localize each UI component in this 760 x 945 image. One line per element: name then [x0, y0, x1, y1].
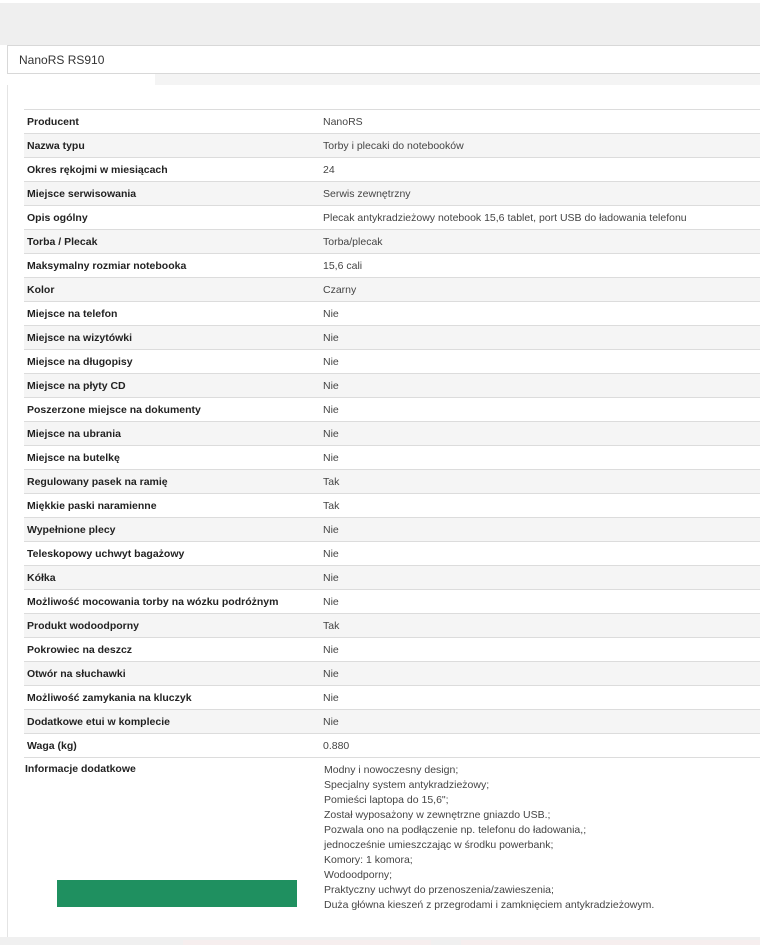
spec-value: Nie: [320, 398, 760, 422]
bottom-strip-segment: [183, 940, 431, 945]
table-row: [24, 134, 760, 158]
spec-value: NanoRS: [320, 110, 760, 134]
spec-value: Serwis zewnętrzny: [320, 182, 760, 206]
product-title: NanoRS RS910: [19, 52, 105, 67]
spec-label: Nazwa typu: [24, 134, 320, 158]
additional-info-line: Pozwala ono na podłączenie np. telefonu do ładowania,;: [324, 824, 587, 836]
additional-info-line: Pomieści laptopa do 15,6";: [324, 794, 449, 806]
spec-value: 0.880: [320, 734, 760, 758]
table-row: [24, 158, 760, 182]
spec-value: Nie: [320, 446, 760, 470]
table-row: [24, 278, 760, 302]
product-title-bar: [7, 45, 760, 74]
spec-label: Opis ogólny: [24, 206, 320, 230]
table-row: [24, 230, 760, 254]
table-row: [24, 542, 760, 566]
spec-value: Tak: [320, 470, 760, 494]
spec-label: Okres rękojmi w miesiącach: [24, 158, 320, 182]
additional-info-line: Specjalny system antykradzieżowy;: [324, 779, 490, 791]
spec-value: Nie: [320, 638, 760, 662]
spec-label: Otwór na słuchawki: [24, 662, 320, 686]
additional-info-line: Został wyposażony w zewnętrzne gniazdo USB.;: [324, 809, 551, 821]
spec-value: Czarny: [320, 278, 760, 302]
top-toolbar-strip: [0, 0, 760, 45]
table-row: [24, 566, 760, 590]
spec-value: Nie: [320, 302, 760, 326]
spec-table: [24, 109, 760, 934]
table-row: [24, 302, 760, 326]
spec-label: Możliwość mocowania torby na wózku podróżnym: [24, 590, 320, 614]
spec-label: Poszerzone miejsce na dokumenty: [24, 398, 320, 422]
spec-value: Nie: [320, 566, 760, 590]
spec-label: Dodatkowe etui w komplecie: [24, 710, 320, 734]
additional-info-label: Informacje dodatkowe: [24, 758, 320, 935]
spec-value: Nie: [320, 326, 760, 350]
spec-value: Nie: [320, 422, 760, 446]
table-row: [24, 710, 760, 734]
spec-label: Miejsce na płyty CD: [24, 374, 320, 398]
spec-label: Możliwość zamykania na kluczyk: [24, 686, 320, 710]
additional-info-value: [320, 758, 760, 935]
additional-info-line: Modny i nowoczesny design;: [324, 764, 459, 776]
spec-label: Regulowany pasek na ramię: [24, 470, 320, 494]
table-row: [24, 590, 760, 614]
spec-label: Teleskopowy uchwyt bagażowy: [24, 542, 320, 566]
table-row: [24, 254, 760, 278]
spec-value: Nie: [320, 374, 760, 398]
spec-label: Torba / Plecak: [24, 230, 320, 254]
spec-label: Miejsce na długopisy: [24, 350, 320, 374]
bottom-strip-segment: [461, 940, 760, 945]
spec-label: Waga (kg): [24, 734, 320, 758]
spec-panel: [7, 85, 760, 937]
table-row: [24, 446, 760, 470]
spec-value: Torba/plecak: [320, 230, 760, 254]
spec-value: Plecak antykradzieżowy notebook 15,6 tablet, port USB do ładowania telefonu: [320, 206, 760, 230]
table-row: [24, 182, 760, 206]
spec-label: Pokrowiec na deszcz: [24, 638, 320, 662]
spec-label: Miejsce serwisowania: [24, 182, 320, 206]
spec-value: 24: [320, 158, 760, 182]
bottom-strip: [0, 937, 760, 945]
spec-value: Nie: [320, 662, 760, 686]
spec-value: Nie: [320, 710, 760, 734]
spec-label: Miejsce na wizytówki: [24, 326, 320, 350]
additional-info-line: Komory: 1 komora;: [324, 854, 413, 866]
additional-info-row: [24, 758, 760, 935]
table-row: [24, 614, 760, 638]
table-row: [24, 206, 760, 230]
green-action-button[interactable]: [57, 880, 297, 907]
spec-label: Miejsce na butelkę: [24, 446, 320, 470]
additional-info-line: jednocześnie umieszczając w środku powerbank;: [324, 839, 554, 851]
tab-separator: [7, 74, 760, 85]
spec-table-body: [24, 110, 760, 935]
table-row: [24, 398, 760, 422]
spec-value: Nie: [320, 518, 760, 542]
table-row: [24, 470, 760, 494]
spec-value: Torby i plecaki do notebooków: [320, 134, 760, 158]
active-tab-indicator: [7, 74, 155, 85]
spec-value: Tak: [320, 494, 760, 518]
table-row: [24, 734, 760, 758]
additional-info-line: Wodoodporny;: [324, 869, 393, 881]
spec-value: 15,6 cali: [320, 254, 760, 278]
spec-label: Wypełnione plecy: [24, 518, 320, 542]
spec-label: Miejsce na ubrania: [24, 422, 320, 446]
spec-label: Miękkie paski naramienne: [24, 494, 320, 518]
table-row: [24, 350, 760, 374]
table-row: [24, 662, 760, 686]
spec-value: Nie: [320, 350, 760, 374]
spec-value: Nie: [320, 686, 760, 710]
spec-label: Miejsce na telefon: [24, 302, 320, 326]
table-row: [24, 518, 760, 542]
table-row: [24, 326, 760, 350]
additional-info-line: Duża główna kieszeń z przegrodami i zamknięciem antykradzieżowym.: [324, 899, 655, 911]
table-row: [24, 374, 760, 398]
spec-label: Produkt wodoodporny: [24, 614, 320, 638]
table-row: [24, 494, 760, 518]
spec-value: Nie: [320, 590, 760, 614]
table-row: [24, 638, 760, 662]
spec-label: Maksymalny rozmiar notebooka: [24, 254, 320, 278]
table-row: [24, 422, 760, 446]
spec-value: Nie: [320, 542, 760, 566]
table-row: [24, 686, 760, 710]
spec-label: Producent: [24, 110, 320, 134]
spec-label: Kółka: [24, 566, 320, 590]
spec-label: Kolor: [24, 278, 320, 302]
spec-value: Tak: [320, 614, 760, 638]
additional-info-lines: [321, 763, 760, 933]
additional-info-line: Praktyczny uchwyt do przenoszenia/zawieszenia;: [324, 884, 554, 896]
table-row: [24, 110, 760, 134]
